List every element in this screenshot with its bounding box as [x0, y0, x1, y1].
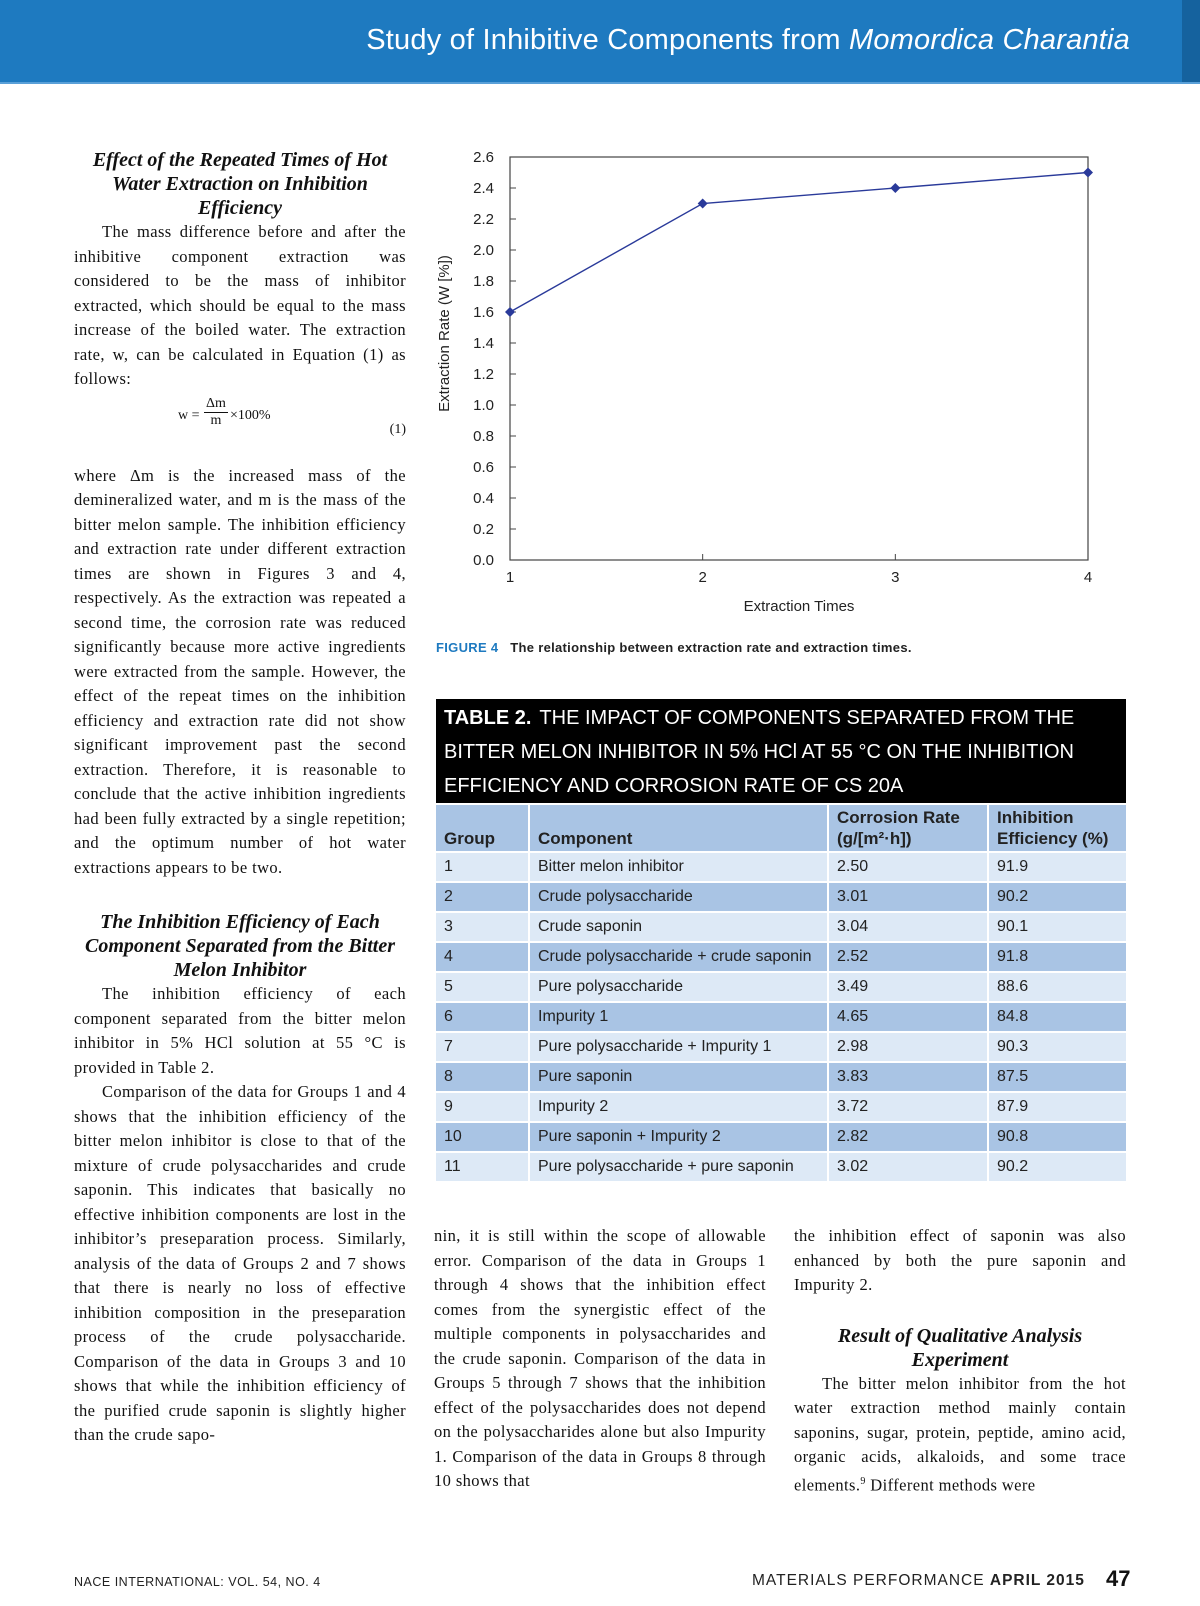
cell-corrosion-rate: 2.98 — [829, 1033, 987, 1061]
series-line — [510, 173, 1088, 313]
data-point — [1083, 168, 1093, 178]
cell-group: 9 — [436, 1093, 528, 1121]
header-inhibition-line2: Efficiency (%) — [997, 829, 1109, 848]
y-tick-label: 0.2 — [473, 521, 494, 538]
footer-journal-info — [74, 1575, 321, 1589]
plot-frame — [510, 157, 1088, 560]
cell-group: 10 — [436, 1123, 528, 1151]
cell-corrosion-rate: 3.49 — [829, 973, 987, 1001]
table-row — [436, 1093, 1126, 1121]
running-title-plain: Study of Inhibitive Components from — [366, 24, 841, 56]
cell-corrosion-rate: 3.83 — [829, 1063, 987, 1091]
x-axis-label: Extraction Times — [743, 598, 855, 615]
cell-corrosion-rate: 3.02 — [829, 1153, 987, 1181]
cell-inhibition-efficiency: 91.9 — [989, 853, 1126, 881]
cell-inhibition-efficiency: 90.2 — [989, 883, 1126, 911]
x-tick-label: 2 — [698, 569, 707, 586]
header-corrosion-line1: Corrosion Rate — [837, 808, 960, 827]
cell-group: 11 — [436, 1153, 528, 1181]
footer-issue: VOL. 54, NO. 4 — [224, 1575, 321, 1589]
paragraph-extraction-results: where Δm is the increased mass of the demineralized water, and m is the mass of the bitter melon sample. The inhibition efficiency and extraction rate under different extraction times are shown in Figures 3 and 4, respectively. As the extraction was repeated a second time, the corrosion rate was reduced significantly because more active ingredients were extracted from the sample. However, the effect of the repeat times on the inhibition efficiency and extraction rate did not show significant improvement past the second extraction. Therefore, it is reasonable to conclude that the active inhibition ingredients had been fully extracted by a single repetition; and the optimum number of hot water extractions appears to be two. — [74, 465, 406, 877]
cell-component: Bitter melon inhibitor — [530, 853, 827, 881]
cell-component: Pure saponin — [530, 1063, 827, 1091]
cell-component: Pure polysaccharide — [530, 973, 827, 1001]
section-heading-component-efficiency: The Inhibition Efficiency of Each Component Separated from the Bitter Melon Inhibitor — [84, 911, 396, 981]
table-row — [436, 1123, 1126, 1151]
cell-group: 2 — [436, 883, 528, 911]
cell-group: 5 — [436, 973, 528, 1001]
cell-corrosion-rate: 2.52 — [829, 943, 987, 971]
table-row — [436, 1033, 1126, 1061]
cell-component: Pure saponin + Impurity 2 — [530, 1123, 827, 1151]
cell-group: 3 — [436, 913, 528, 941]
cell-corrosion-rate: 2.82 — [829, 1123, 987, 1151]
equation-denominator: m — [210, 412, 222, 428]
equation-lhs: w = — [178, 407, 200, 423]
cell-inhibition-efficiency: 84.8 — [989, 1003, 1126, 1031]
figure-4-chart — [430, 140, 1130, 630]
y-tick-label: 1.0 — [473, 397, 494, 414]
equation-1 — [74, 392, 406, 456]
cell-component: Crude saponin — [530, 913, 827, 941]
figure-caption — [436, 640, 912, 655]
line-chart — [430, 140, 1130, 630]
cell-group: 7 — [436, 1033, 528, 1061]
table-2 — [436, 699, 1126, 1183]
cell-component: Impurity 2 — [530, 1093, 827, 1121]
paragraph-mass-difference: The mass difference before and after the inhibitive component extraction was considered to be the mass of inhibitor extracted, which should be equal to the mass increase of the boiled water. The extraction rate, w, can be calculated in Equation (1) as follows: — [74, 222, 406, 388]
cell-corrosion-rate: 3.01 — [829, 883, 987, 911]
table-label: TABLE 2. — [444, 707, 532, 729]
right-column — [794, 1224, 1126, 1498]
cell-inhibition-efficiency: 90.2 — [989, 1153, 1126, 1181]
middle-column — [434, 1224, 766, 1494]
table-row — [436, 913, 1126, 941]
cell-component: Impurity 1 — [530, 1003, 827, 1031]
data-point — [505, 307, 515, 317]
y-tick-label: 0.8 — [473, 428, 494, 445]
table-row — [436, 853, 1126, 881]
cell-inhibition-efficiency: 90.3 — [989, 1033, 1126, 1061]
left-column — [74, 148, 406, 1448]
footer-magazine-name: MATERIALS PERFORMANCE — [752, 1572, 985, 1589]
reference-number: 9 — [860, 1475, 866, 1487]
table-row — [436, 973, 1126, 1001]
cell-group: 6 — [436, 1003, 528, 1031]
banner-edge — [1182, 0, 1200, 82]
footer-org: NACE INTERNATIONAL: — [74, 1575, 225, 1589]
y-tick-label: 0.4 — [473, 490, 494, 507]
cell-group: 4 — [436, 943, 528, 971]
header-group: Group — [436, 805, 528, 851]
equation-multiplier: ×100% — [230, 407, 271, 423]
table-title-text: THE IMPACT OF COMPONENTS SEPARATED FROM THE BITTER MELON INHIBITOR IN 5% HCl AT 55 °C ON THE INHIBITION EFFICIENCY AND CORROSION RATE OF CS 20A — [444, 707, 1075, 797]
cell-inhibition-efficiency: 90.8 — [989, 1123, 1126, 1151]
cell-component: Crude polysaccharide + crude saponin — [530, 943, 827, 971]
x-tick-label: 1 — [505, 569, 515, 586]
header-inhibition-line1: Inhibition — [997, 808, 1074, 827]
header-banner — [0, 0, 1200, 84]
paragraph-table-intro: The inhibition efficiency of each component separated from the bitter melon inhibitor in 5% HCl solution at 55 °C is provided in Table 2. — [74, 984, 406, 1077]
table-header-row — [436, 805, 1126, 851]
y-tick-label: 2.4 — [473, 180, 494, 197]
qualitative-text: The bitter melon inhibitor from the hot water extraction method mainly contain saponins, sugar, protein, peptide, amino acid, organic acids, alkaloids, and some trace elements. — [794, 1373, 1126, 1494]
data-point — [890, 183, 900, 193]
paragraph-synergistic-effect: nin, it is still within the scope of allowable error. Comparison of the data in Groups 1 through 4 shows that the inhibition effect comes from the synergistic effect of the multiple components in polysaccharides and the crude saponin. Comparison of the data in Groups 5 through 7 shows that the inhibition effect of the polysaccharides does not depend on the polysaccharides alone but also Impurity 1. Comparison of the data in Groups 8 through 10 shows that — [434, 1226, 766, 1490]
x-tick-label: 4 — [1083, 569, 1093, 586]
header-corrosion-line2: (g/[m²·h]) — [837, 829, 912, 848]
y-tick-label: 0.6 — [473, 459, 494, 476]
y-axis-label: Extraction Rate (W [%]) — [436, 255, 453, 412]
footer-date: APRIL 2015 — [989, 1572, 1085, 1589]
section-heading-qualitative-analysis: Result of Qualitative Analysis Experiment — [837, 1324, 1083, 1371]
x-tick-label: 3 — [891, 569, 900, 586]
cell-component: Crude polysaccharide — [530, 883, 827, 911]
cell-inhibition-efficiency: 88.6 — [989, 973, 1126, 1001]
y-tick-label: 1.2 — [473, 366, 494, 383]
cell-component: Pure polysaccharide + pure saponin — [530, 1153, 827, 1181]
qualitative-text-tail: Different methods were — [865, 1475, 1036, 1494]
table-title — [436, 699, 1126, 803]
table-row — [436, 1063, 1126, 1091]
table-row — [436, 1153, 1126, 1181]
table-row — [436, 1003, 1126, 1031]
table-body — [436, 853, 1126, 1181]
equation-numerator: Δm — [206, 395, 226, 411]
header-inhibition-efficiency — [989, 805, 1126, 851]
y-tick-label: 1.8 — [473, 273, 494, 290]
header-component: Component — [530, 805, 827, 851]
y-tick-label: 2.2 — [473, 211, 494, 228]
cell-corrosion-rate: 3.72 — [829, 1093, 987, 1121]
cell-inhibition-efficiency: 90.1 — [989, 913, 1126, 941]
data-table — [434, 803, 1128, 1183]
equation-number: (1) — [389, 421, 406, 437]
y-tick-label: 2.0 — [473, 242, 494, 259]
table-row — [436, 883, 1126, 911]
figure-caption-text: The relationship between extraction rate and extraction times. — [510, 640, 912, 655]
page-number: 47 — [1106, 1566, 1131, 1591]
cell-corrosion-rate: 2.50 — [829, 853, 987, 881]
cell-corrosion-rate: 3.04 — [829, 913, 987, 941]
y-tick-label: 2.6 — [473, 149, 494, 166]
cell-inhibition-efficiency: 87.9 — [989, 1093, 1126, 1121]
cell-corrosion-rate: 4.65 — [829, 1003, 987, 1031]
section-heading-repeated-extraction: Effect of the Repeated Times of Hot Water Extraction on Inhibition Efficiency — [92, 149, 388, 219]
table-row — [436, 943, 1126, 971]
running-title — [366, 24, 1130, 57]
cell-inhibition-efficiency: 87.5 — [989, 1063, 1126, 1091]
cell-group: 8 — [436, 1063, 528, 1091]
cell-inhibition-efficiency: 91.8 — [989, 943, 1126, 971]
figure-label: FIGURE 4 — [436, 640, 499, 655]
y-tick-label: 1.6 — [473, 304, 494, 321]
footer-magazine — [752, 1572, 1085, 1590]
y-tick-label: 0.0 — [473, 552, 494, 569]
cell-group: 1 — [436, 853, 528, 881]
y-tick-label: 1.4 — [473, 335, 494, 352]
header-corrosion-rate — [829, 805, 987, 851]
data-point — [698, 199, 708, 209]
paragraph-saponin-enhancement: the inhibition effect of saponin was also enhanced by both the pure saponin and Impurity 2. — [794, 1226, 1126, 1294]
paragraph-group-comparison: Comparison of the data for Groups 1 and 4 shows that the inhibition efficiency of the bitter melon inhibitor is close to that of the mixture of crude polysaccharides and crude saponin. This indicates that basically no effective inhibition components are lost in the inhibitor’s preseparation process. Similarly, analysis of the data of Groups 2 and 7 shows that there is nearly no loss of effective inhibition composition in the preseparation process of the crude polysaccharide. Comparison of the data in Groups 3 and 10 shows that while the inhibition efficiency of the purified crude saponin is slightly higher than the crude sapo- — [74, 1082, 406, 1444]
equation-fraction — [204, 396, 228, 429]
paragraph-qualitative-analysis — [794, 1372, 1126, 1498]
cell-component: Pure polysaccharide + Impurity 1 — [530, 1033, 827, 1061]
running-title-italic: Momordica Charantia — [848, 24, 1130, 56]
